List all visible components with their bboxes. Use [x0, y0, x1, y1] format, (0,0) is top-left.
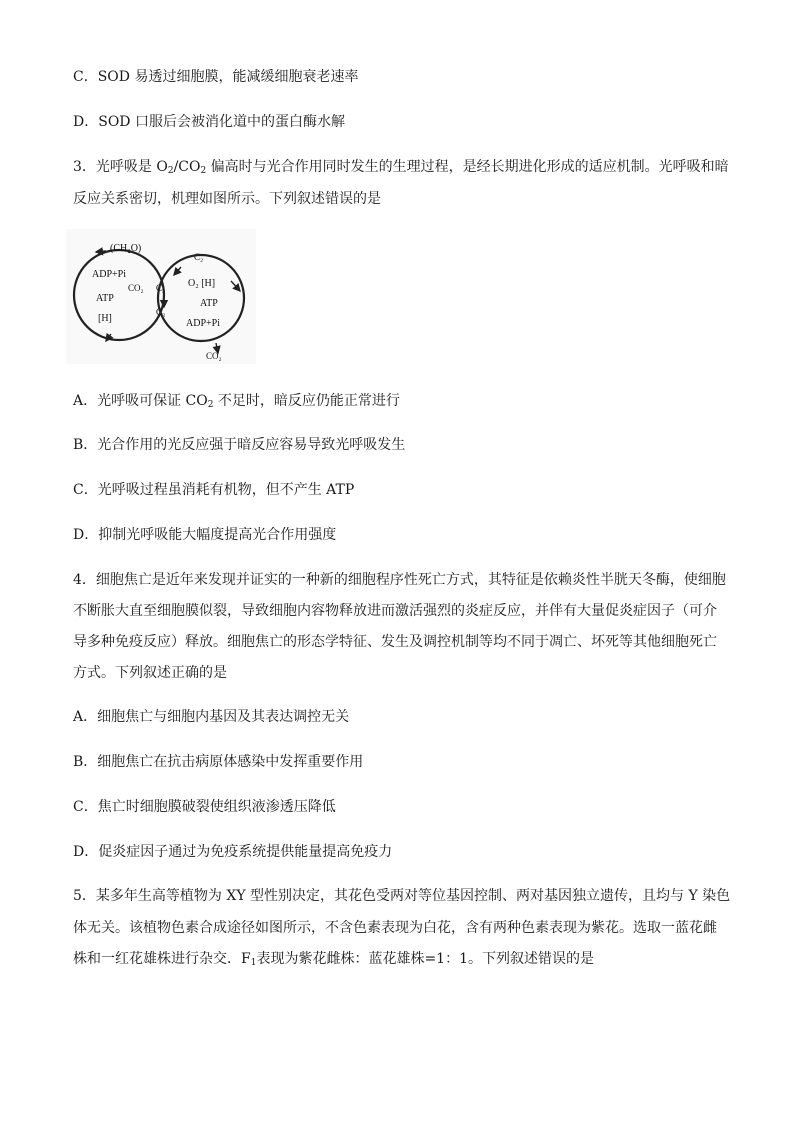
- q5-stem-line1: 5．某多年生高等植物为 XY 型性别决定，其花色受两对等位基因控制、两对基因独立遗传，且均与 Y 染色: [73, 888, 731, 904]
- diagram-label-atp-left: ATP: [96, 293, 114, 304]
- q4-stem-line4: 方式。下列叙述正确的是: [73, 665, 227, 681]
- diagram-label-h-left: [H]: [98, 313, 112, 324]
- q5-stem-line3: 株和一红花雄株进行杂交．$F_1$表现为紫花雌株：蓝花雄株=1：1。下列叙述错误的是: [73, 951, 594, 968]
- diagram-label-c5: C₅: [156, 283, 166, 293]
- q2-option-c: C．SOD 易透过细胞膜，能减缓细胞衰老速率: [73, 69, 359, 85]
- q4-stem-line3: 导多种免疫反应）释放。细胞焦亡的形态学特征、发生及调控机制等均不同于凋亡、坏死等其他细胞死亡: [73, 634, 717, 650]
- photorespiration-diagram: [66, 229, 256, 364]
- q4-option-a: A．细胞焦亡与细胞内基因及其表达调控无关: [73, 709, 350, 725]
- q4-stem-line2: 不断胀大直至细胞膜似裂，导致细胞内容物释放进而激活强烈的炎症反应，并伴有大量促炎症因子（可介: [73, 603, 717, 619]
- q3-option-b: B．光合作用的光反应强于暗反应容易导致光呼吸发生: [73, 437, 406, 453]
- diagram-label-adp-left: ADP+Pi: [92, 269, 126, 280]
- q3-option-a: A．光呼吸可保证 $CO_2$ 不足时，暗反应仍能正常进行: [73, 393, 400, 410]
- q4-stem-line1: 4．细胞焦亡是近年来发现并证实的一种新的细胞程序性死亡方式，其特征是依赖炎性半胱天冬酶，使细胞: [73, 572, 726, 588]
- q5-stem-line2: 体无关。该植物色素合成途径如图所示，不含色素表现为白花，含有两种色素表现为紫花。选取一蓝花雌: [73, 920, 717, 936]
- q4-option-d: D．促炎症因子通过为免疫系统提供能量提高免疫力: [73, 844, 393, 860]
- q4-option-c: C．焦亡时细胞膜破裂使组织液渗透压降低: [73, 799, 336, 815]
- q3-stem-line1: 3．光呼吸是 $O_2/CO_2$ 偏高时与光合作用同时发生的生理过程，是经长期进化形成的适应机制。光呼吸和暗: [73, 159, 729, 176]
- diagram-label-co2-mid: CO₂: [128, 283, 144, 293]
- diagram-label-c2: C₂: [194, 252, 204, 262]
- q3-option-c: C．光呼吸过程虽消耗有机物，但不产生 ATP: [73, 482, 355, 498]
- diagram-label-adp-right: ADP+Pi: [186, 318, 220, 329]
- diagram-label-o2-h: O₂ [H]: [188, 278, 216, 289]
- q3-option-d: D．抑制光呼吸能大幅度提高光合作用强度: [73, 527, 337, 543]
- q3-stem-line2: 反应关系密切，机理如图所示。下列叙述错误的是: [73, 191, 381, 207]
- diagram-label-c3: C₃: [156, 307, 166, 317]
- q4-option-b: B．细胞焦亡在抗击病原体感染中发挥重要作用: [73, 754, 364, 770]
- diagram-label-co2-bottom: CO₂: [206, 351, 222, 361]
- q2-option-d: D．SOD 口服后会被消化道中的蛋白酶水解: [73, 114, 345, 130]
- diagram-label-atp-right: ATP: [200, 298, 218, 309]
- diagram-label-ch2o: (CH₂O): [110, 243, 142, 254]
